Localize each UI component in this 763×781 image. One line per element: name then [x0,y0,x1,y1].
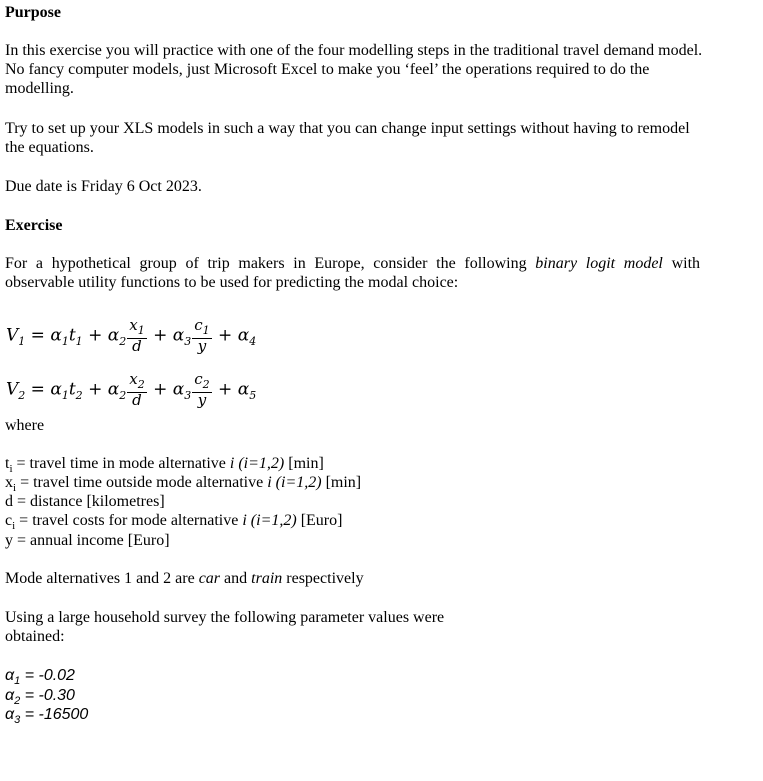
definition-travel-time: $t_i$ = travel time in mode alternative i (i=1,2) [min] [5,455,324,476]
utility-equation-1: $V_1 = \alpha_1t_1 + \alpha_2$ $\frac{x_1}{d}$ + $\alpha_3$ $\frac{c_1}{y}$ + $\alpha_4$ [6,316,257,355]
where-label: where [5,417,45,434]
definition-outside-time: $x_i$ = travel time outside mode alternative i (i=1,2) [min] [5,474,362,495]
exercise-heading: Exercise [5,217,63,234]
model-name: binary logit model [535,255,663,272]
purpose-paragraph-1: In this exercise you will practice with one of the four modelling steps in the traditional travel demand model. No fancy computer models, just Microsoft Excel to make you ‘feel’ the operations required to do the modelling. [5,42,703,97]
definition-income: y = annual income [Euro] [5,532,170,549]
survey-line-1: Using a large household survey the following parameter values were [5,609,445,626]
parameter-alpha-3: $\alpha_3 = -16500$ [5,706,89,727]
definition-distance: d = distance [kilometres] [5,493,165,510]
purpose-paragraph-2: Try to set up your XLS models in such a way that you can change input settings without having to remodel the equations. [5,120,690,156]
exercise-intro: For a hypothetical group of trip makers in Europe, consider the following binary logit model with observable utility functions to be used for predicting the modal choice: [5,255,701,291]
mode-alternatives: Mode alternatives 1 and 2 are car and train respectively [5,570,364,587]
utility-equation-2: $V_2 = \alpha_1t_2 + \alpha_2$ $\frac{x_2}{d}$ + $\alpha_3$ $\frac{c_2}{y}$ + $\alpha_5$ [6,370,257,409]
parameter-alpha-1: $\alpha_1 = -0.02$ [5,667,75,688]
purpose-heading: Purpose [5,4,61,21]
parameter-alpha-2: $\alpha_2 = -0.30$ [5,687,75,708]
definition-costs: $c_i$ = travel costs for mode alternative i (i=1,2) [Euro] [5,512,343,533]
survey-line-2: obtained: [5,628,65,645]
due-date: Due date is Friday 6 Oct 2023. [5,178,202,195]
